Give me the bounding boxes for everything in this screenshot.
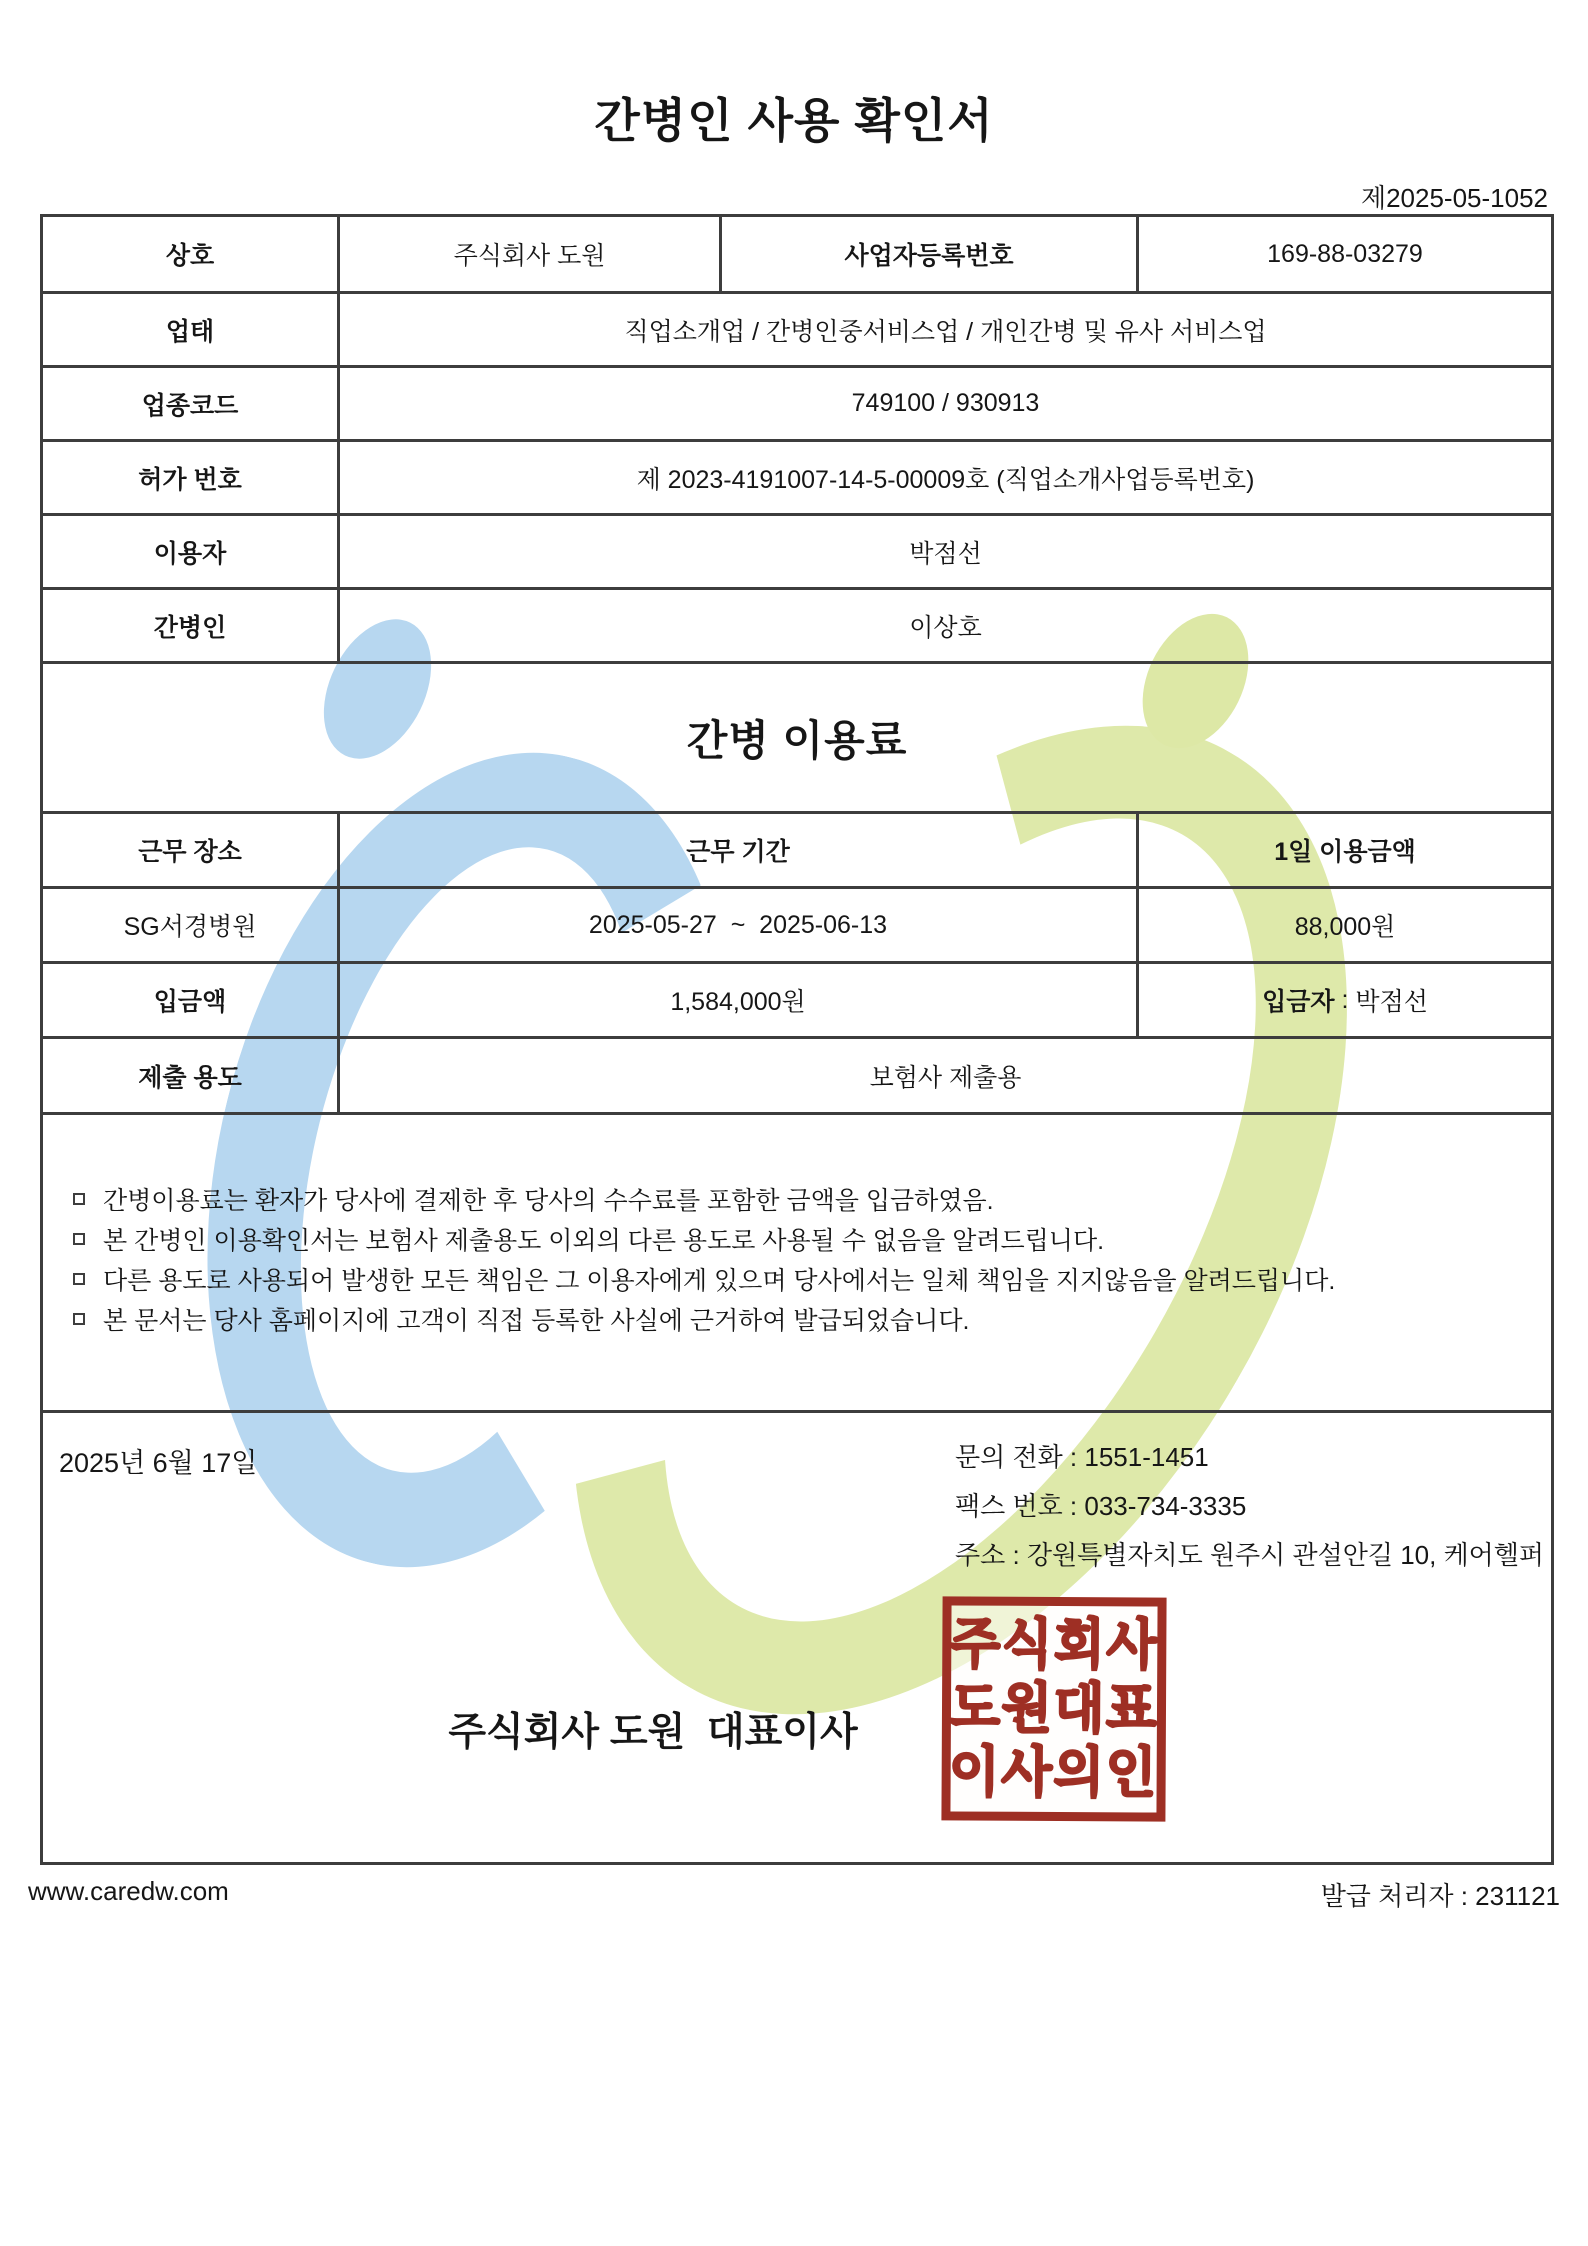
business-reg-number-value: 169-88-03279 [1136,217,1551,291]
document-number: 제2025-05-1052 [1360,183,1548,213]
purpose-value: 보험사 제출용 [337,1039,1551,1112]
footer-issuer: 발급 처리자 : 231121 [1320,1881,1560,1911]
deposit-row [43,961,1551,1036]
contact-fax: 팩스 번호 : 033-734-3335 [955,1491,1247,1521]
caregiver-label: 간병인 [153,613,227,642]
table-row [43,513,1551,587]
stamp-text-line: 이사의인 [949,1742,1159,1804]
deposit-label: 입금액 [153,988,227,1016]
square-bullet-icon [73,1313,85,1325]
issue-date: 2025년 6월 17일 [59,1448,258,1478]
fee-section-heading: 간병 이용료 [686,716,908,764]
fee-data-row [43,886,1551,961]
depositor-cell [1136,964,1551,1036]
user-value: 박점선 [337,516,1551,587]
work-place-header: 근무 장소 [138,838,242,866]
industry-code-value: 749100 / 930913 [337,368,1551,439]
depositor-separator: : [1334,985,1356,1014]
table-row [43,291,1551,365]
depositor-name: 박점선 [1355,988,1428,1016]
fee-header-row [43,811,1551,886]
user-label: 이용자 [153,539,227,568]
square-bullet-icon [73,1193,85,1205]
caregiver-value: 이상호 [337,590,1551,661]
note-item [65,1179,1521,1219]
stamp-text-line: 주식회사 [949,1614,1159,1676]
issue-box [43,1410,1551,1862]
square-bullet-icon [73,1233,85,1245]
business-type-value: 직업소개업 / 간병인중서비스업 / 개인간병 및 유사 서비스업 [337,294,1551,365]
depositor-label: 입금자 [1262,988,1335,1016]
company-signature: 주식회사 도원 대표이사 [448,1711,858,1754]
fee-section-band [43,661,1551,811]
table-row [43,587,1551,661]
notes-box [43,1112,1551,1410]
note-text: 간병이용료는 환자가 당사에 결제한 후 당사의 수수료를 포함한 금액을 입금하였음. [103,1187,994,1215]
daily-amount-header: 1일 이용금액 [1136,814,1551,886]
corporate-seal-stamp [941,1596,1166,1821]
company-name-value: 주식회사 도원 [337,217,719,291]
work-place-value: SG서경병원 [123,913,257,941]
purpose-row [43,1036,1551,1112]
square-bullet-icon [73,1273,85,1285]
permit-number-value: 제 2023-4191007-14-5-00009호 (직업소개사업등록번호) [337,442,1551,513]
daily-amount-value: 88,000원 [1136,889,1551,961]
company-name-label: 상호 [165,242,215,270]
note-item [65,1259,1521,1299]
page-title: 간병인 사용 확인서 [594,94,994,147]
table-row [43,439,1551,513]
permit-number-label: 허가 번호 [138,465,242,494]
note-item [65,1299,1521,1339]
work-period-header: 근무 기간 [337,814,1136,886]
note-text: 본 문서는 당사 홈페이지에 고객이 직접 등록한 사실에 근거하여 발급되었습니다. [103,1307,970,1335]
table-row [43,365,1551,439]
work-period-value: 2025-05-27 ~ 2025-06-13 [337,889,1136,961]
purpose-label: 제출 용도 [138,1063,242,1092]
industry-code-label: 업종코드 [141,391,239,420]
note-text: 본 간병인 이용확인서는 보험사 제출용도 이외의 다른 용도로 사용될 수 없음을 알려드립니다. [103,1227,1105,1255]
table-row [43,217,1551,291]
contact-block [955,1433,1544,1580]
contact-address: 주소 : 강원특별자치도 원주시 관설안길 10, 케어헬퍼 [955,1540,1545,1570]
deposit-amount-value: 1,584,000원 [337,964,1136,1036]
note-item [65,1219,1521,1259]
main-table [40,214,1554,1865]
note-text: 다른 용도로 사용되어 발생한 모든 책임은 그 이용자에게 있으며 당사에서는 일체 책임을 지지않음을 알려드립니다. [103,1267,1336,1295]
business-type-label: 업태 [165,317,215,346]
contact-phone: 문의 전화 : 1551-1451 [955,1442,1209,1472]
business-reg-number-label: 사업자등록번호 [719,217,1136,291]
footer-website: www.caredw.com [28,1876,229,1906]
stamp-text-line: 도원대표 [949,1678,1159,1740]
